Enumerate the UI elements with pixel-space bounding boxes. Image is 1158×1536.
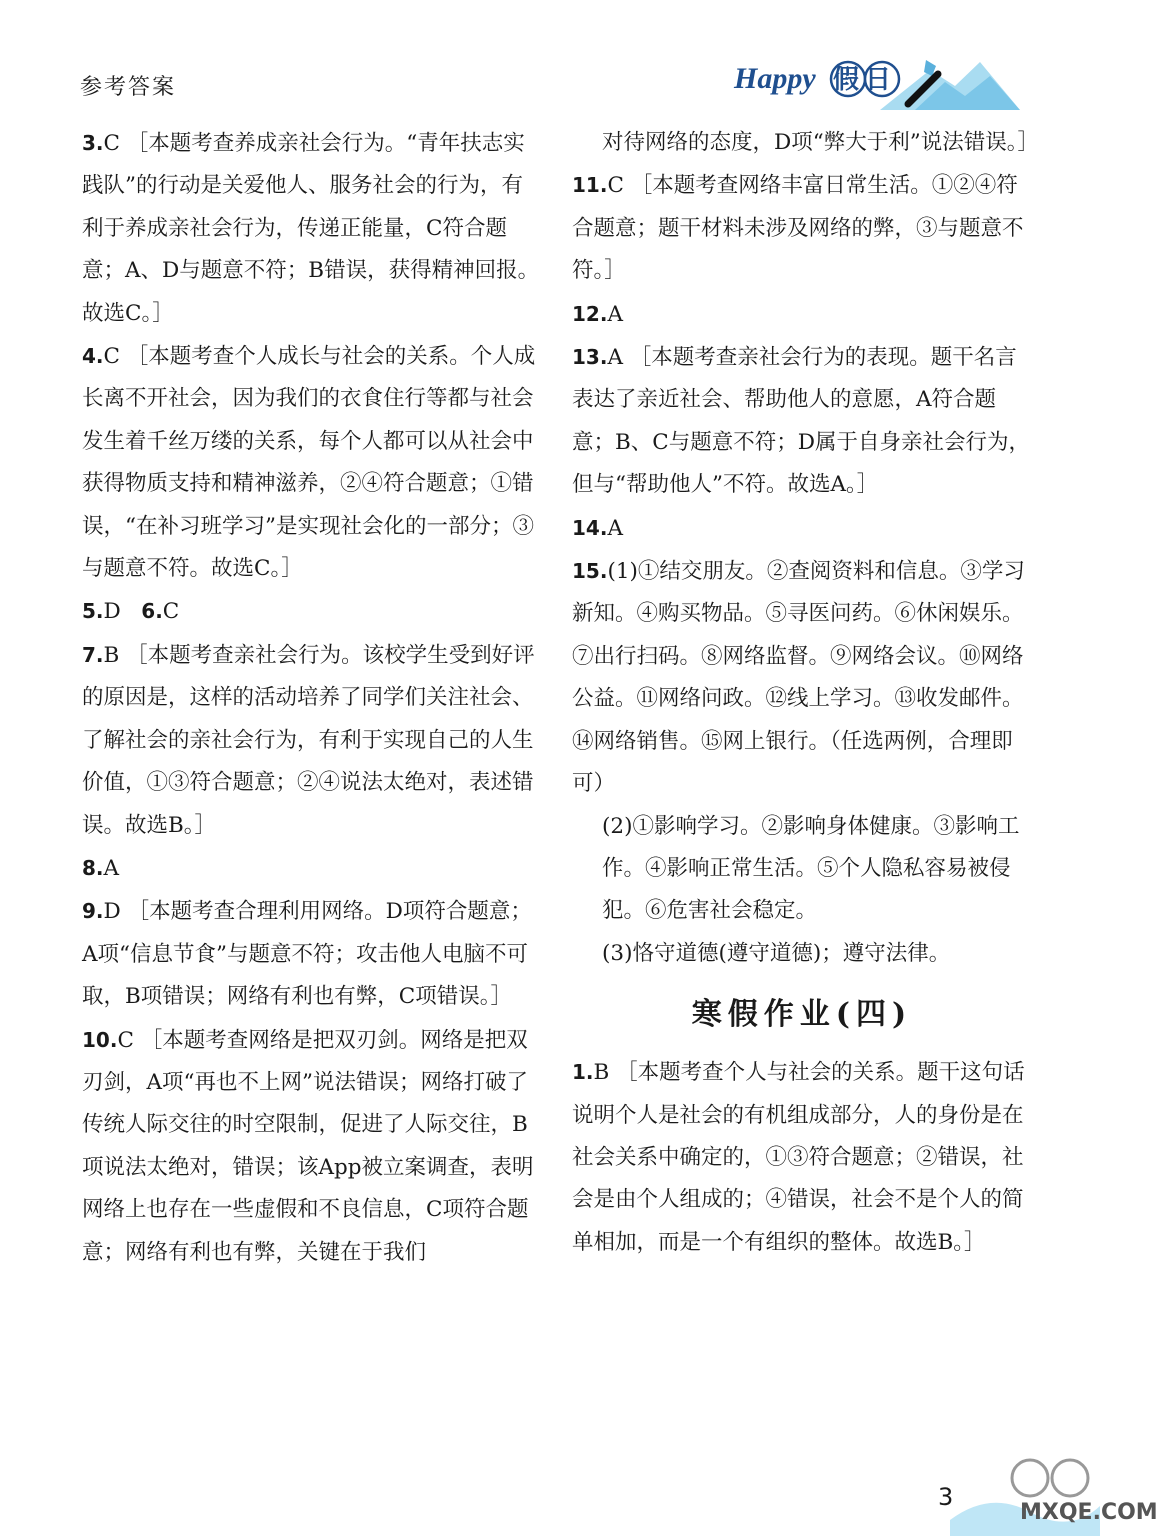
answer-8: 8.A [82,855,120,881]
answer-13: 13.A ［本题考查亲社会行为的表现。题干名言表达了亲近社会、帮助他人的意愿，A符合题意；B、C与题意不符；D属于自身亲社会行为，但与“帮助他人”不符。故选A。］ [572,345,1030,498]
section-title: 寒假作业(四) [691,997,913,1033]
answer-15-part3: (3)恪守道德(遵守道德)；遵守法律。 [602,940,951,966]
answer-11: 11.C ［本题考查网络丰富日常生活。①②④符合题意；题干材料未涉及网络的弊，③与题意不符。］ [572,173,1024,284]
answer-14: 14.A [572,515,623,541]
header-label: 参考答案 [80,75,177,100]
watermark-text: MXQE.COM [1020,1500,1158,1525]
answer-15: 15.(1)①结交朋友。②查阅资料和信息。③学习新知。④购买物品。⑤寻医问药。⑥休闲娱乐。⑦出行扫码。⑧网络监督。⑨网络会议。⑩网络公益。⑪网络问政。⑫线上学习。⑬收发邮件。⑭网络销售。⑮网上银行。（任选两例，合理即可） [572,559,1025,797]
logo-text: Happy [734,62,816,95]
answer-10-continuation: 对待网络的态度，D项“弊大于利”说法错误。］ [602,130,1039,155]
left-column [82,122,542,1274]
right-column [572,122,1039,1264]
answer-15-part2: (2)①影响学习。②影响身体健康。③影响工作。④影响正常生活。⑤个人隐私容易被侵犯。⑥危害社会稳定。 [602,813,1020,924]
answer-7: 7.B ［本题考查亲社会行为。该校学生受到好评的原因是，这样的活动培养了同学们关注社会、了解社会的亲社会行为，有利于实现自己的人生价值，①③符合题意；②④说法太绝对，表述错误。故选B。］ [82,642,535,838]
happy-holiday-logo [730,52,1020,114]
section-answer-1: 1.B ［本题考查个人与社会的关系。题干这句话说明个人是社会的有机组成部分，人的身份是在社会关系中确定的，①③符合题意；②错误，社会是由个人组成的；④错误，社会不是个人的简单相加，而是一个有组织的整体。故选B。］ [572,1060,1025,1255]
answer-10: 10.C ［本题考查网络是把双刃剑。网络是把双刃剑，A项“再也不上网”说法错误；网络打破了传统人际交往的时空限制，促进了人际交往，B项说法太绝对，错误；该App被立案调查，表明网络上也存在一些虚假和不良信息，C项符合题意；网络有利也有弊，关键在于我们 [82,1027,534,1265]
page-number: 3 [938,1483,954,1511]
answer-3: 3.C ［本题考查养成亲社会行为。“青年扶志实践队”的行动是关爱他人、服务社会的行为，有利于养成亲社会行为，传递正能量，C符合题意；A、D与题意不符；B错误，获得精神回报。故选C。］ [82,131,540,326]
answer-4: 4.C ［本题考查个人成长与社会的关系。个人成长离不开社会，因为我们的衣食住行等都与社会发生着千丝万缕的关系，每个人都可以从社会中获得物质支持和精神滋养，②④符合题意；①错误，“在补习班学习”是实现社会化的一部分；③与题意不符。故选C。］ [82,344,536,582]
logo-badge: 假日 [833,65,898,95]
answer-12: 12.A [572,301,623,327]
answer-9: 9.D ［本题考查合理利用网络。D项符合题意；A项“信息节食”与题意不符；攻击他人电脑不可取，B项错误；网络有利也有弊，C项错误。］ [82,899,532,1010]
answer-5-6: 5.D 6.C [82,599,180,625]
